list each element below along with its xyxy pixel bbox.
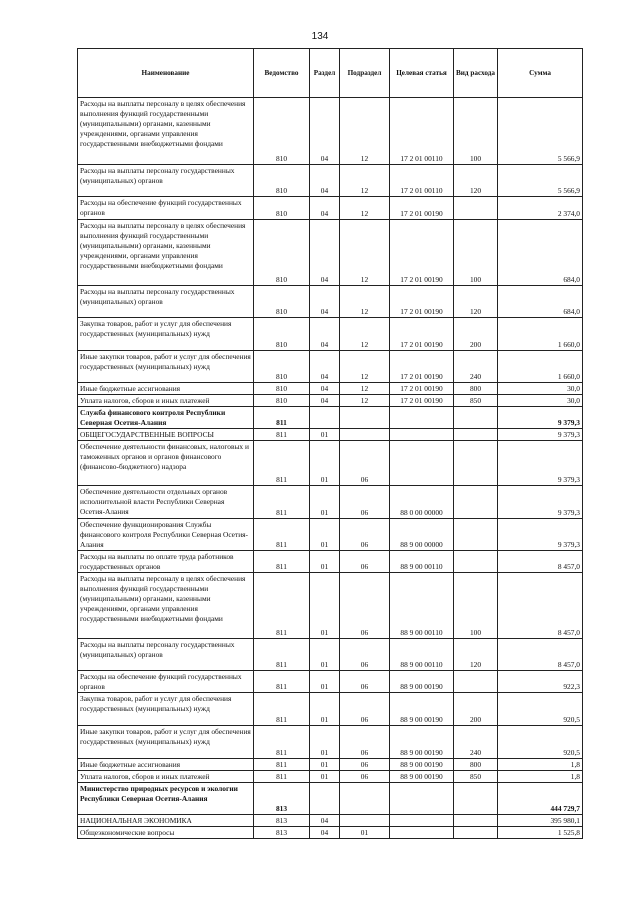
row-celevaya-statya-cell: [390, 407, 454, 429]
row-celevaya-statya-cell: [390, 815, 454, 827]
row-summa-cell: 922,3: [498, 671, 583, 693]
row-name-cell: Обеспечение деятельности финансовых, налоговых и таможенных органов и органов финансового (финансово-бюджетного) надзора: [78, 441, 254, 486]
row-summa-cell: 9 379,3: [498, 486, 583, 519]
row-name-cell: Министерство природных ресурсов и экологии Республики Северная Осетия-Алания: [78, 783, 254, 815]
row-celevaya-statya-cell: 17 2 01 00190: [390, 395, 454, 407]
row-vedomstvo-cell: 810: [254, 351, 310, 383]
row-razdel-cell: 01: [310, 551, 340, 573]
row-podrazdel-cell: 12: [340, 165, 390, 197]
row-razdel-cell: 01: [310, 759, 340, 771]
row-razdel-cell: 04: [310, 98, 340, 165]
row-summa-cell: 684,0: [498, 286, 583, 318]
header-vedomstvo: Ведомство: [254, 49, 310, 98]
row-vid-raskhoda-cell: [454, 783, 498, 815]
row-vedomstvo-cell: 811: [254, 759, 310, 771]
row-celevaya-statya-cell: 17 2 01 00190: [390, 318, 454, 351]
row-podrazdel-cell: 06: [340, 551, 390, 573]
row-celevaya-statya-cell: 88 0 00 00000: [390, 486, 454, 519]
header-celevaya-statya: Целевая статья: [390, 49, 454, 98]
row-name-cell: Расходы на выплаты персоналу в целях обеспечения выполнения функций государственными (муниципальными) органами, казенными учреждениями, органами управления государственными внебюджетными фондами: [78, 573, 254, 639]
table-row: [78, 671, 583, 693]
row-razdel-cell: 01: [310, 429, 340, 441]
row-summa-cell: 5 566,9: [498, 165, 583, 197]
row-celevaya-statya-cell: 17 2 01 00110: [390, 98, 454, 165]
table-row: [78, 98, 583, 165]
row-celevaya-statya-cell: 17 2 01 00190: [390, 351, 454, 383]
row-vid-raskhoda-cell: [454, 815, 498, 827]
row-razdel-cell: 04: [310, 351, 340, 383]
row-vedomstvo-cell: 811: [254, 486, 310, 519]
table-header-row: [78, 49, 583, 98]
row-name-cell: Расходы на выплаты персоналу государственных (муниципальных) органов: [78, 639, 254, 671]
row-podrazdel-cell: 06: [340, 726, 390, 759]
row-vedomstvo-cell: 810: [254, 395, 310, 407]
row-celevaya-statya-cell: 17 2 01 00190: [390, 383, 454, 395]
row-vedomstvo-cell: 810: [254, 286, 310, 318]
row-vedomstvo-cell: 811: [254, 519, 310, 551]
row-podrazdel-cell: 12: [340, 220, 390, 286]
table-row: [78, 815, 583, 827]
row-vedomstvo-cell: 810: [254, 98, 310, 165]
row-vedomstvo-cell: 811: [254, 573, 310, 639]
budget-table: [77, 48, 583, 839]
row-vedomstvo-cell: 811: [254, 441, 310, 486]
row-podrazdel-cell: 06: [340, 486, 390, 519]
row-razdel-cell: 01: [310, 519, 340, 551]
row-podrazdel-cell: 12: [340, 351, 390, 383]
row-vid-raskhoda-cell: [454, 826, 498, 838]
row-vedomstvo-cell: 813: [254, 815, 310, 827]
row-celevaya-statya-cell: 88 9 00 00190: [390, 726, 454, 759]
row-name-cell: Закупка товаров, работ и услуг для обеспечения государственных (муниципальных) нужд: [78, 318, 254, 351]
row-podrazdel-cell: 12: [340, 98, 390, 165]
row-vid-raskhoda-cell: 100: [454, 573, 498, 639]
table-row: [78, 726, 583, 759]
row-name-cell: Расходы на обеспечение функций государственных органов: [78, 671, 254, 693]
row-razdel-cell: 01: [310, 771, 340, 783]
row-name-cell: Служба финансового контроля Республики Северная Осетия-Алания: [78, 407, 254, 429]
row-vid-raskhoda-cell: 800: [454, 383, 498, 395]
row-vid-raskhoda-cell: [454, 519, 498, 551]
row-vedomstvo-cell: 811: [254, 639, 310, 671]
row-podrazdel-cell: 01: [340, 826, 390, 838]
row-podrazdel-cell: 06: [340, 519, 390, 551]
row-summa-cell: 9 379,3: [498, 429, 583, 441]
row-vid-raskhoda-cell: [454, 407, 498, 429]
row-razdel-cell: 04: [310, 220, 340, 286]
row-razdel-cell: 04: [310, 395, 340, 407]
row-razdel-cell: 04: [310, 826, 340, 838]
row-name-cell: Иные бюджетные ассигнования: [78, 383, 254, 395]
row-podrazdel-cell: 12: [340, 383, 390, 395]
row-summa-cell: 9 379,3: [498, 441, 583, 486]
row-vid-raskhoda-cell: 850: [454, 395, 498, 407]
table-row: [78, 771, 583, 783]
row-celevaya-statya-cell: 17 2 01 00190: [390, 197, 454, 220]
row-podrazdel-cell: 06: [340, 441, 390, 486]
row-vedomstvo-cell: 811: [254, 771, 310, 783]
row-vid-raskhoda-cell: 200: [454, 318, 498, 351]
row-vedomstvo-cell: 811: [254, 693, 310, 726]
row-razdel-cell: 04: [310, 286, 340, 318]
row-vedomstvo-cell: 813: [254, 783, 310, 815]
row-vedomstvo-cell: 813: [254, 826, 310, 838]
header-vid-raskhoda: Вид расхода: [454, 49, 498, 98]
row-name-cell: Обеспечение функционирования Службы финансового контроля Республики Северная Осетия-Алания: [78, 519, 254, 551]
row-summa-cell: 1 660,0: [498, 318, 583, 351]
table-row: [78, 639, 583, 671]
table-row: [78, 441, 583, 486]
table-row: [78, 318, 583, 351]
table-row: [78, 165, 583, 197]
row-name-cell: Обеспечение деятельности отдельных органов исполнительной власти Республики Северная Осетия-Алания: [78, 486, 254, 519]
table-row: [78, 826, 583, 838]
row-summa-cell: 8 457,0: [498, 639, 583, 671]
row-podrazdel-cell: [340, 815, 390, 827]
row-celevaya-statya-cell: [390, 783, 454, 815]
row-name-cell: Расходы на выплаты персоналу государственных (муниципальных) органов: [78, 165, 254, 197]
table-row: [78, 351, 583, 383]
row-podrazdel-cell: 12: [340, 197, 390, 220]
row-vid-raskhoda-cell: [454, 486, 498, 519]
header-summa: Сумма: [498, 49, 583, 98]
row-summa-cell: 1,8: [498, 759, 583, 771]
row-podrazdel-cell: [340, 407, 390, 429]
row-podrazdel-cell: [340, 783, 390, 815]
row-vedomstvo-cell: 811: [254, 429, 310, 441]
row-vid-raskhoda-cell: 100: [454, 220, 498, 286]
row-summa-cell: 9 379,3: [498, 407, 583, 429]
row-summa-cell: 9 379,3: [498, 519, 583, 551]
header-razdel: Раздел: [310, 49, 340, 98]
row-vid-raskhoda-cell: [454, 197, 498, 220]
row-celevaya-statya-cell: 88 9 00 00190: [390, 671, 454, 693]
row-celevaya-statya-cell: [390, 441, 454, 486]
row-razdel-cell: 01: [310, 671, 340, 693]
table-row: [78, 486, 583, 519]
row-podrazdel-cell: 06: [340, 771, 390, 783]
row-name-cell: ОБЩЕГОСУДАРСТВЕННЫЕ ВОПРОСЫ: [78, 429, 254, 441]
row-razdel-cell: 04: [310, 197, 340, 220]
row-razdel-cell: 01: [310, 486, 340, 519]
row-vid-raskhoda-cell: 120: [454, 639, 498, 671]
row-summa-cell: 1 525,8: [498, 826, 583, 838]
row-summa-cell: 444 729,7: [498, 783, 583, 815]
row-name-cell: Иные бюджетные ассигнования: [78, 759, 254, 771]
table-row: [78, 407, 583, 429]
row-name-cell: Иные закупки товаров, работ и услуг для обеспечения государственных (муниципальных) нужд: [78, 726, 254, 759]
row-summa-cell: 30,0: [498, 383, 583, 395]
row-razdel-cell: 01: [310, 693, 340, 726]
row-name-cell: Общеэкономические вопросы: [78, 826, 254, 838]
row-razdel-cell: 01: [310, 441, 340, 486]
row-name-cell: Иные закупки товаров, работ и услуг для обеспечения государственных (муниципальных) нужд: [78, 351, 254, 383]
row-podrazdel-cell: 12: [340, 318, 390, 351]
row-vedomstvo-cell: 811: [254, 407, 310, 429]
row-podrazdel-cell: [340, 429, 390, 441]
row-razdel-cell: [310, 783, 340, 815]
row-name-cell: Уплата налогов, сборов и иных платежей: [78, 395, 254, 407]
table-row: [78, 783, 583, 815]
row-celevaya-statya-cell: 88 9 00 00190: [390, 771, 454, 783]
row-name-cell: Расходы на выплаты персоналу в целях обеспечения выполнения функций государственными (муниципальными) органами, казенными учреждениями, органами управления государственными внебюджетными фондами: [78, 220, 254, 286]
row-name-cell: Расходы на обеспечение функций государственных органов: [78, 197, 254, 220]
row-razdel-cell: 04: [310, 318, 340, 351]
row-vedomstvo-cell: 811: [254, 671, 310, 693]
row-vid-raskhoda-cell: 240: [454, 726, 498, 759]
row-summa-cell: 395 980,1: [498, 815, 583, 827]
row-name-cell: Расходы на выплаты по оплате труда работников государственных органов: [78, 551, 254, 573]
row-celevaya-statya-cell: 88 9 00 00000: [390, 519, 454, 551]
row-vid-raskhoda-cell: 100: [454, 98, 498, 165]
row-summa-cell: 2 374,0: [498, 197, 583, 220]
row-vid-raskhoda-cell: 200: [454, 693, 498, 726]
header-podrazdel: Подраздел: [340, 49, 390, 98]
row-vedomstvo-cell: 810: [254, 165, 310, 197]
row-vedomstvo-cell: 811: [254, 551, 310, 573]
row-name-cell: Расходы на выплаты персоналу государственных (муниципальных) органов: [78, 286, 254, 318]
page-number: 134: [311, 31, 329, 42]
row-celevaya-statya-cell: 17 2 01 00190: [390, 220, 454, 286]
row-summa-cell: 8 457,0: [498, 551, 583, 573]
row-celevaya-statya-cell: 88 9 00 00110: [390, 639, 454, 671]
row-vid-raskhoda-cell: 800: [454, 759, 498, 771]
row-podrazdel-cell: 06: [340, 693, 390, 726]
row-vedomstvo-cell: 811: [254, 726, 310, 759]
row-podrazdel-cell: 12: [340, 395, 390, 407]
row-summa-cell: 30,0: [498, 395, 583, 407]
table-row: [78, 429, 583, 441]
table-row: [78, 573, 583, 639]
row-name-cell: Уплата налогов, сборов и иных платежей: [78, 771, 254, 783]
row-vid-raskhoda-cell: 120: [454, 165, 498, 197]
row-razdel-cell: [310, 407, 340, 429]
row-razdel-cell: 01: [310, 726, 340, 759]
row-podrazdel-cell: 06: [340, 671, 390, 693]
row-razdel-cell: 04: [310, 815, 340, 827]
row-vid-raskhoda-cell: 240: [454, 351, 498, 383]
row-vedomstvo-cell: 810: [254, 318, 310, 351]
row-celevaya-statya-cell: 88 9 00 00190: [390, 693, 454, 726]
row-celevaya-statya-cell: 17 2 01 00190: [390, 286, 454, 318]
row-celevaya-statya-cell: 88 9 00 00110: [390, 551, 454, 573]
row-vedomstvo-cell: 810: [254, 383, 310, 395]
table-row: [78, 220, 583, 286]
table-row: [78, 759, 583, 771]
table-row: [78, 197, 583, 220]
row-vid-raskhoda-cell: [454, 441, 498, 486]
row-celevaya-statya-cell: 17 2 01 00110: [390, 165, 454, 197]
row-summa-cell: 920,5: [498, 726, 583, 759]
row-summa-cell: 8 457,0: [498, 573, 583, 639]
row-podrazdel-cell: 06: [340, 573, 390, 639]
row-vid-raskhoda-cell: 120: [454, 286, 498, 318]
row-razdel-cell: 04: [310, 165, 340, 197]
row-summa-cell: 920,5: [498, 693, 583, 726]
row-name-cell: Расходы на выплаты персоналу в целях обеспечения выполнения функций государственными (муниципальными) органами, казенными учреждениями, органами управления государственными внебюджетными фондами: [78, 98, 254, 165]
row-celevaya-statya-cell: 88 9 00 00110: [390, 573, 454, 639]
table-row: [78, 286, 583, 318]
table-row: [78, 395, 583, 407]
header-name: Наименование: [78, 49, 254, 98]
table-row: [78, 519, 583, 551]
row-razdel-cell: 04: [310, 383, 340, 395]
row-vid-raskhoda-cell: [454, 551, 498, 573]
table-row: [78, 551, 583, 573]
row-vid-raskhoda-cell: 850: [454, 771, 498, 783]
row-podrazdel-cell: 12: [340, 286, 390, 318]
row-celevaya-statya-cell: [390, 429, 454, 441]
table-body: [78, 98, 583, 839]
row-podrazdel-cell: 06: [340, 639, 390, 671]
row-name-cell: НАЦИОНАЛЬНАЯ ЭКОНОМИКА: [78, 815, 254, 827]
row-name-cell: Закупка товаров, работ и услуг для обеспечения государственных (муниципальных) нужд: [78, 693, 254, 726]
row-celevaya-statya-cell: 88 9 00 00190: [390, 759, 454, 771]
row-summa-cell: 1 660,0: [498, 351, 583, 383]
row-vedomstvo-cell: 810: [254, 220, 310, 286]
table-row: [78, 383, 583, 395]
row-razdel-cell: 01: [310, 573, 340, 639]
row-celevaya-statya-cell: [390, 826, 454, 838]
row-summa-cell: 5 566,9: [498, 98, 583, 165]
row-summa-cell: 684,0: [498, 220, 583, 286]
row-vid-raskhoda-cell: [454, 671, 498, 693]
row-podrazdel-cell: 06: [340, 759, 390, 771]
row-razdel-cell: 01: [310, 639, 340, 671]
table-row: [78, 693, 583, 726]
row-summa-cell: 1,8: [498, 771, 583, 783]
row-vedomstvo-cell: 810: [254, 197, 310, 220]
row-vid-raskhoda-cell: [454, 429, 498, 441]
